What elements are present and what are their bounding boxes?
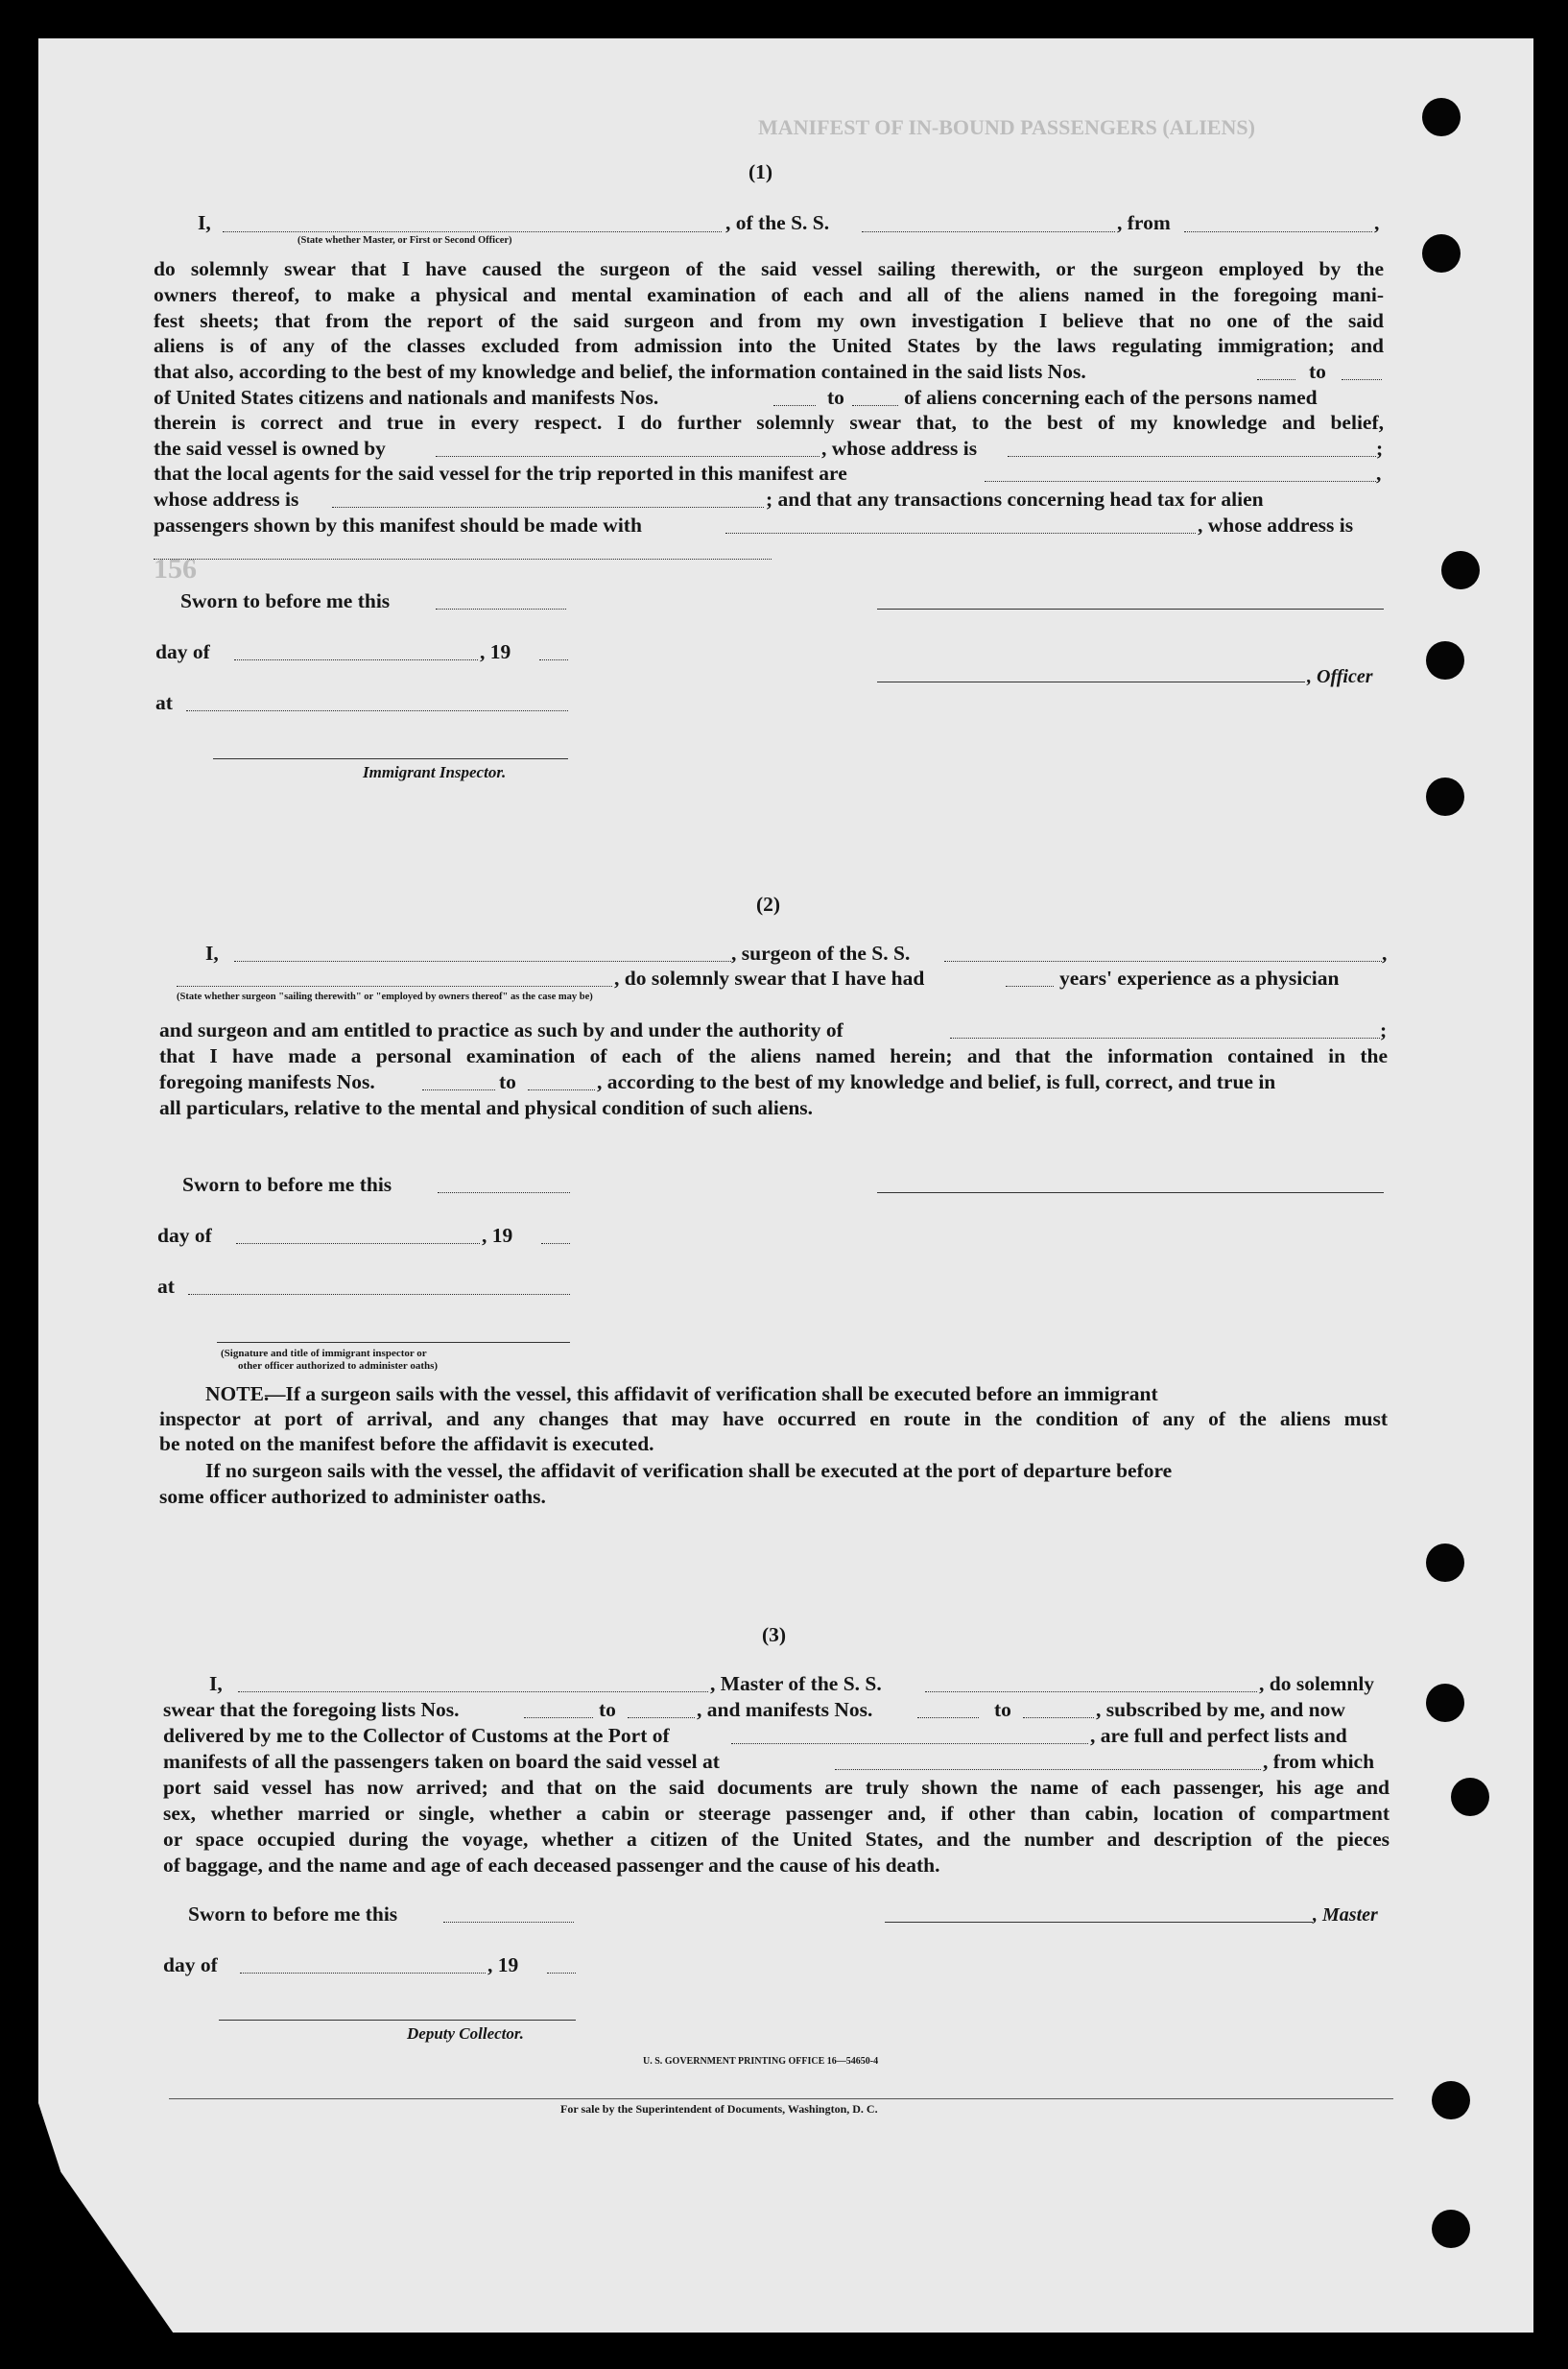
s2-place-field[interactable]	[188, 1294, 570, 1295]
section-2-heading: (2)	[756, 893, 781, 916]
s1-vessel-field[interactable]	[862, 231, 1115, 232]
s1-line-10-end: ; and that any transactions concerning head tax for alien	[766, 488, 1264, 511]
s2-year-field[interactable]	[541, 1243, 570, 1244]
s2-day-of-label: day of	[157, 1224, 212, 1247]
punch-hole	[1432, 2210, 1470, 2248]
s1-year-label: , 19	[480, 640, 511, 663]
s1-lists-from-field[interactable]	[1257, 379, 1295, 380]
s3-master-signature-line[interactable]	[885, 1922, 1313, 1923]
s3-departure-port-field[interactable]	[835, 1769, 1261, 1770]
s3-line-2-text: swear that the foregoing lists Nos.	[163, 1698, 460, 1721]
s2-line-3-text: and surgeon and am entitled to practice as such by and under the authority of	[159, 1018, 843, 1041]
s2-note-2: inspector at port of arrival, and any changes that may have occurred en route in the condition of any of the aliens must	[159, 1407, 1388, 1430]
section-1-heading: (1)	[748, 160, 773, 183]
s2-line-5-end: , according to the best of my knowledge and belief, is full, correct, and true in	[597, 1070, 1276, 1093]
s1-line-8-end: ;	[1376, 437, 1384, 460]
s3-line-3-text: delivered by me to the Collector of Customs at the Port of	[163, 1724, 670, 1747]
s1-line-9-text: that the local agents for the said vessel for the trip reported in this manifest are	[154, 462, 847, 485]
s3-line-2-to-2: to	[994, 1698, 1011, 1721]
s3-lists-to-field[interactable]	[628, 1717, 695, 1718]
s1-manifests-from-field[interactable]	[773, 405, 816, 406]
s2-sig-note-2: other officer authorized to administer oaths)	[238, 1360, 439, 1372]
s3-line-5: port said vessel has now arrived; and that on the said documents are truly shown the name of each passenger, his age and	[163, 1776, 1390, 1799]
s1-from-label: , from	[1117, 211, 1171, 234]
s2-note-3: be noted on the manifest before the affidavit is executed.	[159, 1432, 654, 1455]
s2-comma: ,	[1382, 942, 1388, 965]
s3-month-field[interactable]	[240, 1973, 486, 1974]
s3-manifests-from-field[interactable]	[917, 1717, 979, 1718]
printing-office-imprint: U. S. GOVERNMENT PRINTING OFFICE 16—54650-4	[643, 2056, 879, 2067]
s3-vessel-field[interactable]	[925, 1691, 1257, 1692]
s3-port-field[interactable]	[731, 1743, 1088, 1744]
s1-officer-name-field[interactable]	[223, 231, 722, 232]
s2-sig-note-1: (Signature and title of immigrant inspector or	[221, 1348, 427, 1359]
s3-line-4-text: manifests of all the passengers taken on board the said vessel at	[163, 1750, 720, 1773]
s3-year-field[interactable]	[547, 1973, 576, 1974]
s1-year-field[interactable]	[539, 659, 568, 660]
s2-line-2-end: years' experience as a physician	[1059, 967, 1340, 990]
s1-i-label: I,	[198, 211, 211, 234]
s2-note-4: If no surgeon sails with the vessel, the affidavit of verification shall be executed at the port of departure before	[205, 1459, 1173, 1482]
s2-note-5: some officer authorized to administer oaths.	[159, 1485, 546, 1508]
s2-sworn-label: Sworn to before me this	[182, 1173, 392, 1196]
sale-notice: For sale by the Superintendent of Documents, Washington, D. C.	[560, 2102, 878, 2116]
s1-of-ss-label: , of the S. S.	[725, 211, 830, 234]
punch-hole	[1451, 1778, 1489, 1816]
punch-hole	[1422, 98, 1461, 136]
s2-note-1: —If a surgeon sails with the vessel, this affidavit of verification shall be executed before an immigrant	[265, 1382, 1158, 1405]
s1-line-10-text: whose address is	[154, 488, 299, 511]
s2-vessel-field[interactable]	[944, 961, 1382, 962]
s2-authority-field[interactable]	[950, 1038, 1380, 1039]
s1-line-4: aliens is of any of the classes excluded from admission into the United States by the laws regulating immigration; and	[154, 334, 1384, 357]
punch-hole	[1441, 551, 1480, 589]
s3-line-1-end: , do solemnly	[1259, 1672, 1375, 1695]
s3-sworn-label: Sworn to before me this	[188, 1902, 398, 1926]
s1-head-tax-agent-field[interactable]	[725, 533, 1196, 534]
s1-line-7: therein is correct and true in every respect. I do further solemnly swear that, to the best of my knowledge and belief,	[154, 411, 1384, 434]
punch-hole	[1426, 1684, 1464, 1722]
s1-at-label: at	[155, 691, 173, 714]
s1-place-field[interactable]	[186, 710, 568, 711]
s1-month-field[interactable]	[234, 659, 478, 660]
s3-collector-signature-line[interactable]	[219, 2020, 576, 2021]
s1-owner-field[interactable]	[436, 456, 820, 457]
s3-lists-from-field[interactable]	[524, 1717, 593, 1718]
s3-line-2-end: , subscribed by me, and now	[1096, 1698, 1345, 1721]
s1-sworn-day-field[interactable]	[436, 609, 566, 610]
s3-line-7: or space occupied during the voyage, whether a citizen of the United States, and the number and description of the pieces	[163, 1828, 1390, 1851]
s1-head-tax-address-field[interactable]	[154, 559, 772, 560]
s1-signature-line[interactable]	[877, 609, 1384, 610]
s1-line-8-text: the said vessel is owned by	[154, 437, 386, 460]
s2-years-field[interactable]	[1006, 986, 1054, 987]
s1-line-6-to: to	[827, 386, 844, 409]
s2-note-label: NOTE.	[205, 1382, 270, 1405]
ghost-header-text: MANIFEST OF IN-BOUND PASSENGERS (ALIENS)	[758, 115, 1255, 139]
s2-state-note: (State whether surgeon "sailing therewith" or "employed by owners thereof" as the case may be)	[177, 992, 593, 1002]
s1-line-6-text: of United States citizens and nationals and manifests Nos.	[154, 386, 659, 409]
s3-line-2-manifests: , and manifests Nos.	[697, 1698, 873, 1721]
s1-manifests-to-field[interactable]	[852, 405, 898, 406]
punch-hole	[1426, 778, 1464, 816]
s2-line-5-text: foregoing manifests Nos.	[159, 1070, 375, 1093]
s3-line-6: sex, whether married or single, whether a cabin or steerage passenger and, if other than cabin, location of compartment	[163, 1802, 1390, 1825]
s2-surgeon-of-label: , surgeon of the S. S.	[731, 942, 911, 965]
s3-year-label: , 19	[487, 1953, 519, 1976]
s3-master-label: , Master	[1313, 1904, 1378, 1926]
s2-surgeon-name-field[interactable]	[234, 961, 731, 962]
s1-sworn-label: Sworn to before me this	[180, 589, 391, 612]
ghost-number: 156	[154, 553, 197, 585]
s2-year-label: , 19	[482, 1224, 513, 1247]
s2-line-5-to: to	[499, 1070, 516, 1093]
s1-line-6-end: of aliens concerning each of the persons named	[904, 386, 1318, 409]
s2-inspector-signature-line[interactable]	[217, 1342, 570, 1343]
s1-line-5-text: that also, according to the best of my knowledge and belief, the information contained in the said lists Nos.	[154, 360, 1086, 383]
s3-manifests-to-field[interactable]	[1023, 1717, 1094, 1718]
s1-owner-address-field[interactable]	[1008, 456, 1376, 457]
s1-line-1: do solemnly swear that I have caused the surgeon of the said vessel sailing therewith, or the surgeon employed by the	[154, 257, 1384, 280]
s1-line-5-to: to	[1309, 360, 1326, 383]
s3-i-label: I,	[209, 1672, 223, 1695]
s1-inspector-signature-line[interactable]	[213, 758, 568, 759]
s1-line-11-text: passengers shown by this manifest should be made with	[154, 514, 642, 537]
s2-surgeon-status-field[interactable]	[177, 986, 612, 987]
punch-hole	[1422, 234, 1461, 273]
s2-at-label: at	[157, 1275, 175, 1298]
s1-inspector-label: Immigrant Inspector.	[363, 763, 507, 781]
s3-master-name-field[interactable]	[238, 1691, 708, 1692]
s2-manifests-to-field[interactable]	[528, 1089, 595, 1090]
s1-line-11-end: , whose address is	[1198, 514, 1354, 537]
s3-line-4-end: , from which	[1263, 1750, 1375, 1773]
s1-agents-address-field[interactable]	[332, 507, 764, 508]
s1-comma: ,	[1374, 211, 1380, 234]
s1-line-9-end: ,	[1376, 462, 1382, 485]
s2-line-6: all particulars, relative to the mental and physical condition of such aliens.	[159, 1096, 814, 1119]
s3-sworn-day-field[interactable]	[443, 1922, 574, 1923]
s3-line-2-to: to	[599, 1698, 616, 1721]
s2-signature-line[interactable]	[877, 1192, 1384, 1193]
punch-hole	[1426, 1543, 1464, 1582]
s3-deputy-label: Deputy Collector.	[407, 2024, 524, 2043]
s2-line-3-end: ;	[1380, 1018, 1388, 1041]
s1-state-note: (State whether Master, or First or Second Officer)	[297, 235, 512, 246]
s3-day-of-label: day of	[163, 1953, 218, 1976]
s1-officer-label: , Officer	[1307, 666, 1373, 687]
s2-line-4: that I have made a personal examination of each of the aliens named herein; and that the information contained in the	[159, 1044, 1388, 1067]
s3-master-of-label: , Master of the S. S.	[710, 1672, 882, 1695]
s2-line-2-text: , do solemnly swear that I have had	[614, 967, 925, 990]
s1-agents-field[interactable]	[985, 481, 1376, 482]
s1-from-field[interactable]	[1184, 231, 1372, 232]
s1-line-3: fest sheets; that from the report of the said surgeon and from my own investigation I believe that no one of the said	[154, 309, 1384, 332]
footer-rule	[169, 2098, 1393, 2099]
s3-line-3-end: , are full and perfect lists and	[1090, 1724, 1347, 1747]
s1-day-of-label: day of	[155, 640, 210, 663]
section-3-heading: (3)	[762, 1623, 787, 1646]
s1-line-2: owners thereof, to make a physical and mental examination of each and all of the aliens named in the foregoing mani-	[154, 283, 1384, 306]
punch-hole	[1426, 641, 1464, 680]
s1-lists-to-field[interactable]	[1342, 379, 1382, 380]
punch-hole	[1432, 2081, 1470, 2119]
s2-sworn-day-field[interactable]	[438, 1192, 570, 1193]
s1-line-8-address: , whose address is	[821, 437, 978, 460]
s2-i-label: I,	[205, 942, 219, 965]
s2-manifests-from-field[interactable]	[422, 1089, 495, 1090]
s2-month-field[interactable]	[236, 1243, 480, 1244]
s3-line-8: of baggage, and the name and age of each deceased passenger and the cause of his death.	[163, 1854, 940, 1877]
